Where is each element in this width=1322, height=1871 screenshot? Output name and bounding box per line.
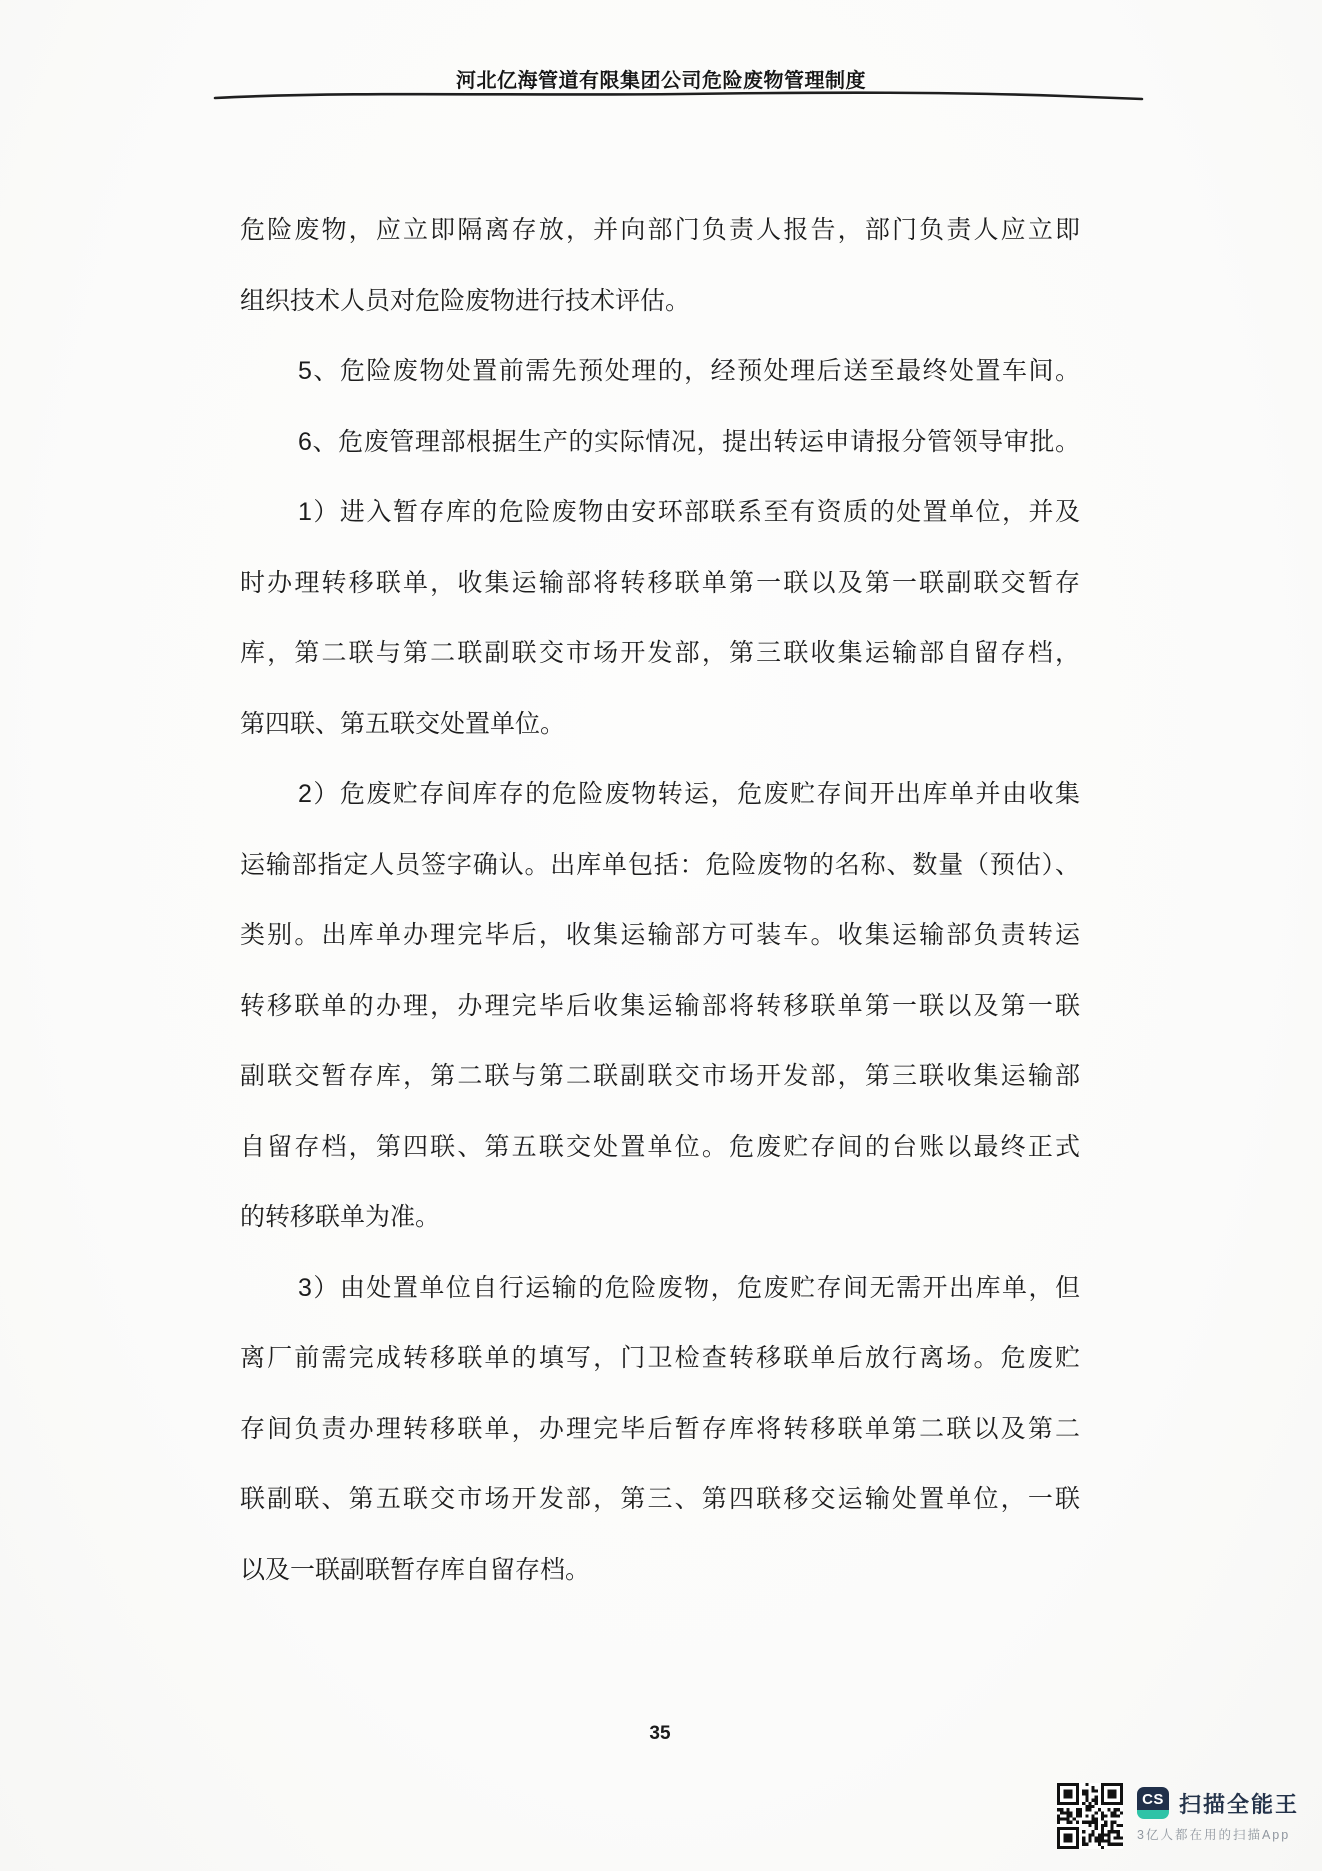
qr-code-icon: [1057, 1783, 1123, 1849]
body-line: 联副联、第五联交市场开发部，第三、第四联移交运输处置单位，一联: [240, 1485, 1080, 1513]
app-tagline: 3亿人都在用的扫描App: [1137, 1828, 1291, 1842]
body-line: 1）进入暂存库的危险废物由安环部联系至有资质的处置单位，并及: [298, 498, 1080, 526]
app-name: 扫描全能王: [1179, 1791, 1300, 1817]
body-line: 自留存档，第四联、第五联交处置单位。危废贮存间的台账以最终正式: [240, 1132, 1080, 1161]
body-line: 存间负责办理转移联单，办理完毕后暂存库将转移联单第二联以及第二: [240, 1414, 1080, 1443]
body-line: 库，第二联与第二联副联交市场开发部，第三联收集运输部自留存档，: [240, 639, 1080, 667]
body-line: 的转移联单为准。: [240, 1203, 441, 1231]
body-line: 3）由处置单位自行运输的危险废物，危废贮存间无需开出库单，但: [298, 1273, 1080, 1302]
body-line: 6、危废管理部根据生产的实际情况，提出转运申请报分管领导审批。: [298, 427, 1080, 456]
header-divider: [213, 88, 1145, 104]
body-line: 副联交暂存库，第二联与第二联副联交市场开发部，第三联收集运输部: [240, 1062, 1080, 1090]
camscanner-logo-icon: [1137, 1787, 1169, 1819]
body-line: 类别。出库单办理完毕后，收集运输部方可装车。收集运输部负责转运: [240, 921, 1080, 949]
camscanner-watermark: [1057, 1783, 1299, 1849]
body-line: 组织技术人员对危险废物进行技术评估。: [240, 286, 691, 315]
body-line: 运输部指定人员签字确认。出库单包括：危险废物的名称、数量（预估）、: [240, 850, 1080, 879]
body-line: 离厂前需完成转移联单的填写，门卫检查转移联单后放行离场。危废贮: [240, 1344, 1080, 1372]
body-line: 时办理转移联单，收集运输部将转移联单第一联以及第一联副联交暂存: [240, 568, 1080, 597]
body-line: 5、危险废物处置前需先预处理的，经预处理后送至最终处置车间。: [298, 357, 1080, 385]
document-body: [240, 195, 1080, 1605]
body-line: 2）危废贮存间库存的危险废物转运，危废贮存间开出库单并由收集: [298, 780, 1080, 808]
body-line: 以及一联副联暂存库自留存档。: [240, 1555, 591, 1584]
camscanner-logo-abbr: CS: [1142, 1791, 1164, 1808]
header-title: 河北亿海管道有限集团公司危险废物管理制度: [456, 70, 866, 92]
watermark-text-block: [1137, 1783, 1299, 1843]
body-line: 第四联、第五联交处置单位。: [240, 709, 566, 738]
body-line: 危险废物，应立即隔离存放，并向部门负责人报告，部门负责人应立即: [240, 216, 1080, 244]
body-line: 转移联单的办理，办理完毕后收集运输部将转移联单第一联以及第一联: [240, 991, 1080, 1020]
page-number: 35: [649, 1723, 671, 1744]
